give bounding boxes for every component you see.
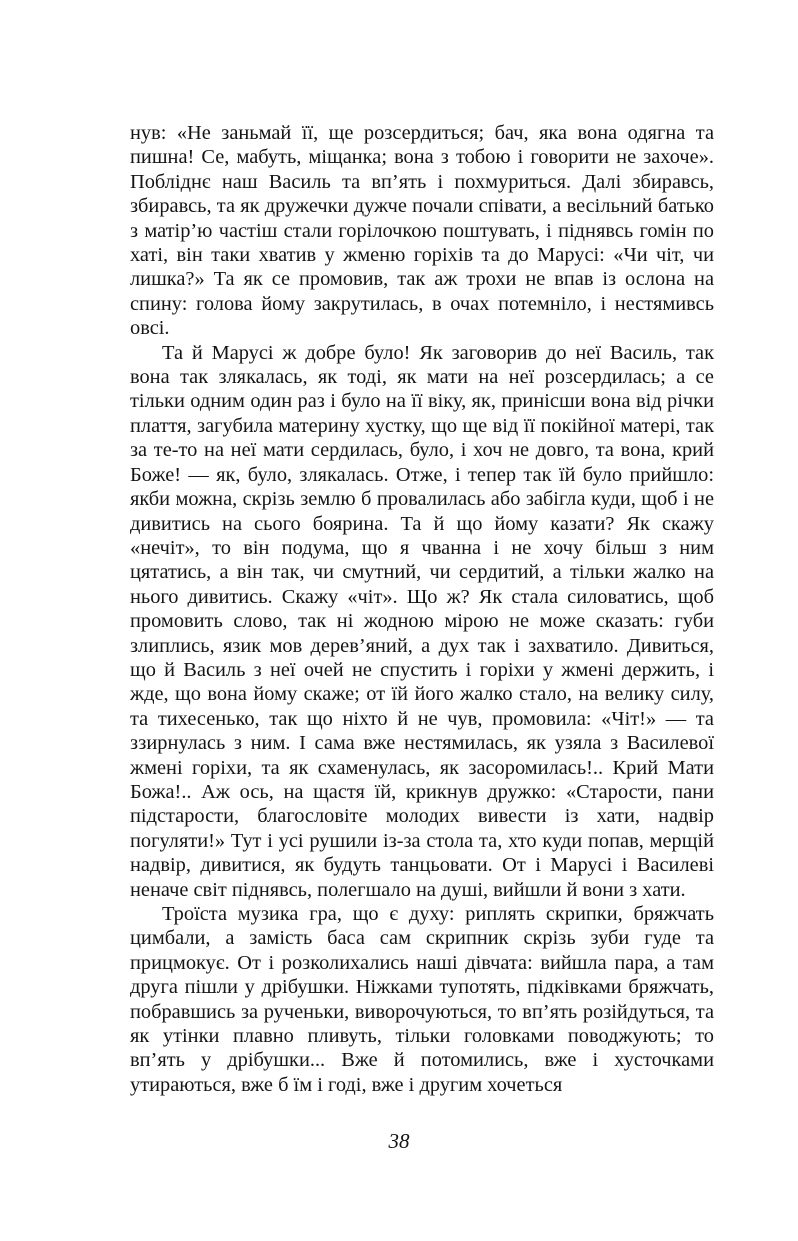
paragraph-2: Та й Марусі ж добре було! Як заговорив до неї Василь, так вона так злякалась, як тоді, як мати на неї розсердилась; а се тільки одним один раз і було на її віку, як, принісши вона від річки плаття, загубила материну хустку, що ще від її покійної матері, так за те-то на неї мати сердилась, було, і хоч не довго, та вона, крий Боже! — як, було, злякалась. Отже, і тепер так їй було прийшло: якби можна, скрізь землю б провалилась або забігла куди, щоб і не дивитись на сього боярина. Та й що йому казати? Як скажу «нечіт», то він подума, що я чванна і не хочу більш з ним цятатись, а він так, чи смутний, чи сердитий, а тільки жалко на нього дивитись. Скажу «чіт». Що ж? Як стала силоватись, щоб промовить слово, так ні жодною мірою не може сказать: губи злиплись, язик мов дерев’яний, а дух так і захватило. Дивиться, що й Василь з неї очей не спустить і горіхи у жмені держить, і жде, що вона йому скаже; от їй його жалко стало, на велику силу, та тихесенько, так що ніхто й не чув, промовила: «Чіт!» — та ззирнулась з ним. І сама вже нестямилась, як узяла з Василевої жмені горіхи, та як схаменулась, як засоромилась!.. Крий Мати Божа!.. Аж ось, на щастя їй, крикнув дружко: «Старости, пани підстарости, благословіте молодих вивести із хати, надвір погуляти!» Тут і усі рушили із-за стола та, хто куди попав, мерщій надвір, дивитися, як будуть танцьовати. От і Марусі і Василеві неначе світ піднявсь, полегшало на душі, вийшли й вони з хати. [130,341,714,901]
paragraph-3: Троїста музика гра, що є духу: риплять скрипки, бряжчать цимбали, а замість баса сам скрипник скрізь зуби гуде та прицмокує. От і розколихались наші дівчата: вийшла пара, а там друга пішли у дрібушки. Ніжками тупотять, підківками бряжчать, побравшись за рученьки, виворочуються, то вп’ять розійдуться, та як утінки плавно пливуть, тільки головками поводжують; то вп’ять у дрібушки... Вже й потомились, вже і хусточками утираються, вже б їм і годі, вже і другим хочеться [130,903,714,1096]
page-number: 38 [388,1129,410,1153]
page-text [130,121,714,1097]
paragraph-1: нув: «Не заньмай її, ще розсердиться; бач, яка вона одягна та пишна! Се, мабуть, міщанка; вона з тобою і говорити не захоче». Побліднє наш Василь та вп’ять і похмуриться. Далі збиравсь, збиравсь, та як дружечки дужче почали співати, а весільний батько з матір’ю частіш стали горілочкою поштувать, і піднявсь гомін по хаті, він таки хватив у жменю горіхів та до Марусі: «Чи чіт, чи лишка?» Та як се промовив, так аж трохи не впав із ослона на спину: голова йому закрутилась, в очах потемніло, і нестямивсь овсі. [130,122,714,340]
